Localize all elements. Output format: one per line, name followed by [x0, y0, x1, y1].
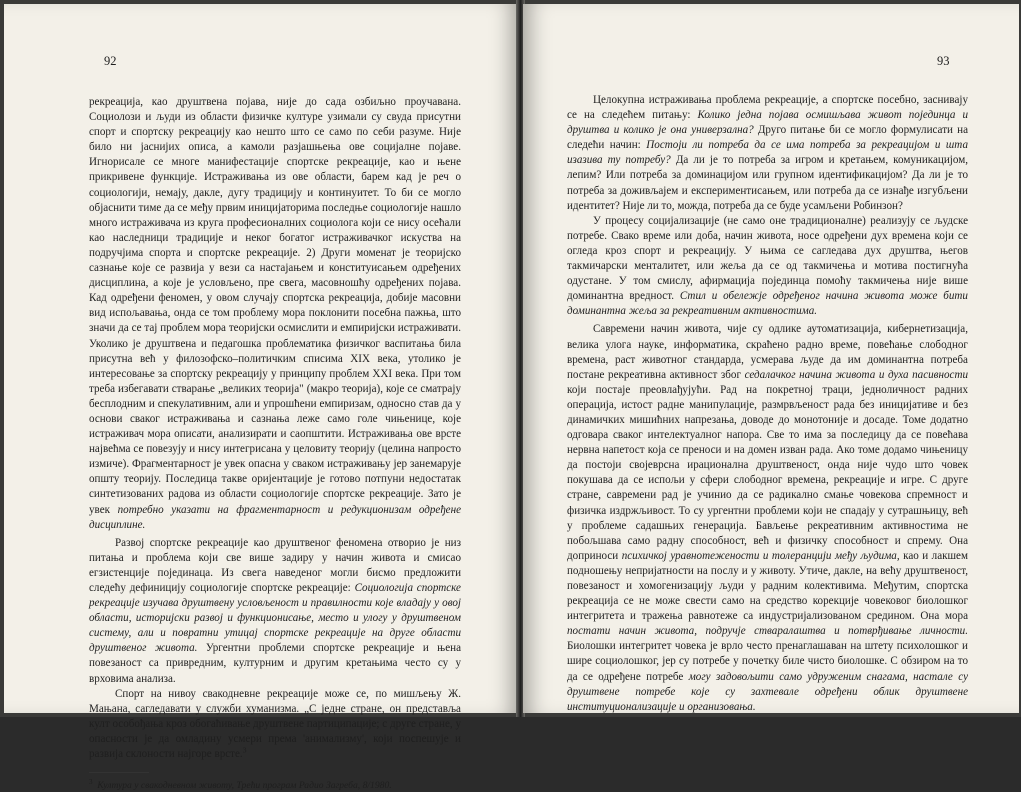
- paragraph: Савремени начин живота, чије су одлике аутоматизација, кибернетизација, велика улога науке, информатика, скраћено радно време, повећање слободног времена, раст животног стандарда, усмерава људе да им доминантна потреба постане рекреативна активност због седалачког начина живота и духа пасивности који постаје преовлађујући. Рад на покретној траци, једноличност радних операција, истост радне манипулације, размрвљеност рада без иницијативе и без динамичких мишићних напрезања, доводе до монотоније и досаде. Томе додатно одговара сваког интелектуалног напора. Све то има за последицу да се повећава нервна напетост која се преноси и на домен изван рада. Ако томе додамо чињеницу да постоји својеврсна ирационална друштвеност, онда није чудо што човек покушава да се испољи у сфери слободног времена, рекреације и игре. С друге стране, савремени рад је учинио да се радикално смање човекова спремност и физичка издржљивост. То су ургентни проблеми који не спадају у сутрашњицу, већ у проблеме садашњих генерација. Бављење рекреативним активностима не побољшава само радну способност, већ и физичку способност и спрему. Она доприноси психичкој уравнотежености и толеранцији међу људима, као и лакшем подношењу непријатности на послу и у животу. Утиче, дакле, на већу друштвеност, повезаност и хомогенизацију људи у радним колективима. Међутим, спортска рекреација се не може свести само на средство корекције човековог биолошког интегритета и тражења равнотеже са индустријализованом средином. Она мора постати начин живота, подручје стваралаштва и потврђивање личности. Биолошки интегритет човека је врло често пренаглашаван на штету психолошког и шире социолошког, јер су потребе у почетку биле чисто биолошке. С обзиром на то да се одређене потребе могу задовољити само удруженим снагама, настале су друштвене потребе које су захтевале одређени облик друштвене институционализације и организовања.: [567, 323, 969, 713]
- left-page: [4, 4, 518, 792]
- left-page-text: [89, 95, 461, 792]
- footnote: $^3$ Култура у свакодневном животу, Трећи програм Радио Загреба, 8/1980.: [89, 777, 392, 792]
- page-number-right: 93: [937, 54, 950, 68]
- paragraph: Развој спортске рекреације као друштвеног феномена отворио је низ питања и проблема који све више задиру у начин живота и смисао егзистенције појединаца. Из свега наведеног могли бисмо предложити следећу дефиницију социологије спортске рекреације: Социологија спортске рекреације изучава друштвену условљеност и правилности које владају у овој области, историјски развој и функционисање, место и улогу у друштвеном систему, али и повратни утицај спортске рекреације на друге области друштвеног живота. Ургентни проблеми спортске рекреације и њена повезаност са привредним, културним и другим кретањима често су у врховима анализа.: [89, 536, 461, 685]
- paragraph: Целокупна истраживања проблема рекреације, а спортске посебно, заснивају се на следећем питању: Колико једна појава осмишљава живот појединца и друштва и колико је она универзална? Друго питање би се могло формулисати на следећи начин: Постоји ли потреба да се има потреба за рекреацијом и шта изазива ту потребу? Да ли је то потреба за игром и кретањем, комуникацијом, лепим? Или потреба за доминацијом или групном идентификацијом? Да ли је то потреба за доживљајем и експериментисањем, или потреба да се изнађе изгубљени идентитет? Није ли то, можда, потреба да се буде усамљени Робинзон?: [567, 94, 969, 212]
- footnote-ref: 3: [242, 745, 247, 755]
- right-page: [523, 4, 1019, 713]
- paragraph: рекреација, као друштвена појава, није до сада озбиљно проучавана. Социолози и људи из области физичке културе узимали су свуда присутни спорт и спортску рекреацију као нешто што се само по себи разуме. Није било ни јаснијих описа, а камоли разјашњења ове социјалне појаве. Игнорисале се многе манифестације спортске рекреације, као и њене прикривене функције. Истраживања из ове области, барем кад је реч о социологији, немају, дакле, дугу традицију и континуитет. То би се могло објаснити тиме да се међу првим иницијаторима последње социологије нашло много истраживача из круга професионалних социолога који се нису осећали као наследници традиције и неког богатог истраживачког искуства на подручјима спорта и спортске рекреације. 2) Други моменат је теоријско сазнање које се развија у вези са настајањем и конституисањем одређених дисциплина, а које је условљено, пре свега, масовношћу одређених појава. Кад одређени феномен, у овом случају спортска рекреација, добије масовни вид испољавања, онда се том проблему мора поклонити посебна пажња, што значи да се тај проблем мора теоријски осмислити и емпиријски истраживати. Уколико је друштвена и педагошка проблематика физичког васпитања била присутна већ у филозофско–политичким списима XIX века, утолико је интересовање за спортску рекреацију у принципу проблем XXI века. При том треба избегавати стварање „великих теорија" (макро теорија), које се сматрају бесплодним и спекулативним, али и упрошћени емпиризам, односно став да у основи сваког истраживања и сазнања леже само голе чињенице, које истраживач мора описати, анализирати и саопштити. Истраживања ове врсте највећма се повезују и нису интегрисана у целовиту теорију (целина напросто измиче). Фрагментарност је увек опасна у сваком истраживању јер занемарује општу теорију. Последица такве оријентације је готово потпуни недостатак синтетизованих радова из области социологије спортске рекреације. Зато је увек потребно указати на фрагментарност и редукционизам одређене дисциплине.: [89, 96, 461, 531]
- paragraph: У процесу социјализације (не само оне традиционалне) реализују се људске потребе. Свако време или доба, начин живота, носе одређени дух времена који се огледа кроз спорт и рекреацију. У њима се сагледава дух друштва, његов такмичарски менталитет, или жеља да се од такмичења и мотива постигнућа одустане. У том смислу, афирмација појединца помоћу такмичења није више доминантна вредност. Стил и обележје одређеног начина живота може бити доминантна жеља за рекреативним активностима.: [567, 214, 968, 318]
- right-page-text: [567, 93, 968, 715]
- italic-phrase: потребно указати на фрагментарност и редукционизам одређене дисциплине.: [89, 503, 461, 531]
- footnote-rule: [89, 772, 149, 773]
- paragraph: Спорт на нивоу свакодневне рекреације може се, по мишљењу Ж. Мањана, сагледавати у служби хуманизма. „С једне стране, он представља култ особођања кроз обогаћивање друштвене партиципације; с друге стране, у опасности је да омладину усмери према 'анимализму', који поспешује и развија склоности најгоре врсте.$^3$: [89, 687, 461, 761]
- definition-italic: Социологија спортске рекреације изучава друштвену условљеност и правилности које владају у овој области, историјски развој и функционисање, место и улогу у друштвеном систему, али и повратни утицај спортске рекреације на друге области друштвеног живота.: [89, 582, 461, 655]
- page-number-left: 92: [104, 54, 117, 68]
